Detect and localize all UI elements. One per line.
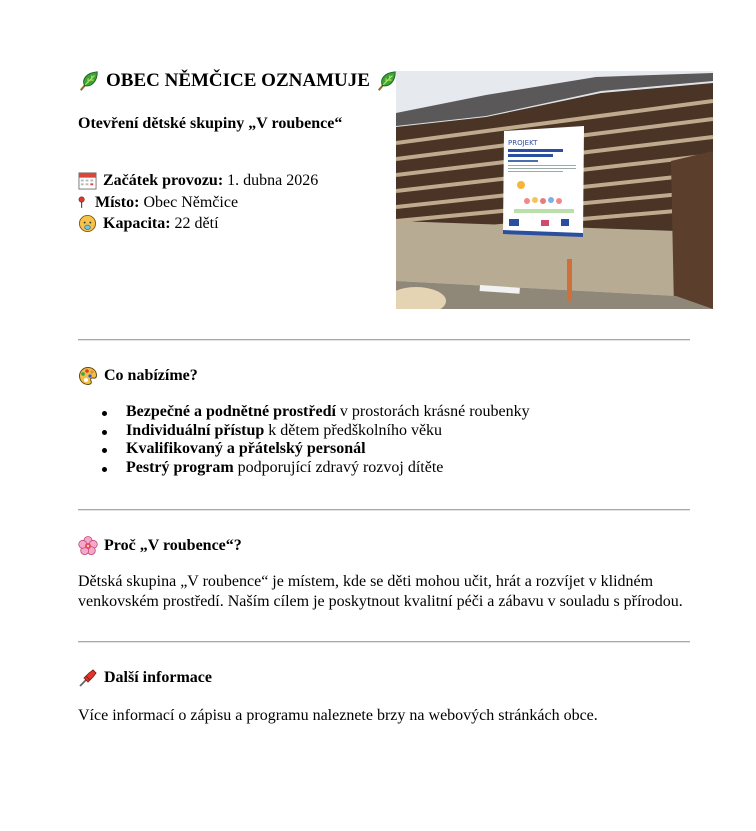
- photo-illustration: [396, 71, 713, 309]
- list-item: [126, 403, 530, 422]
- item-text: k dětem předškolního věku: [264, 421, 443, 439]
- fact-label: Kapacita:: [103, 215, 171, 232]
- section-heading-text: Další informace: [104, 669, 212, 686]
- leaf-icon: [78, 70, 100, 92]
- fact-label: Místo:: [95, 193, 140, 211]
- sign-heading: PROJEKT: [508, 139, 538, 147]
- artist-palette-icon: [78, 366, 98, 386]
- fact-value: 22 dětí: [174, 215, 219, 232]
- fact-label: Začátek provozu:: [103, 172, 224, 189]
- title-text: OBEC NĚMČICE OZNAMUJE: [106, 70, 370, 91]
- item-bold: Kvalifikovaný a přátelský personál: [126, 440, 366, 457]
- project-sign: [503, 126, 584, 237]
- fact-start-date: [78, 170, 318, 192]
- round-pushpin-icon: [78, 193, 90, 212]
- more-paragraph: Více informací o zápisu a programu naleznete brzy na webových stránkách obce.: [78, 707, 598, 724]
- divider: [78, 509, 690, 511]
- fact-location: [78, 192, 318, 214]
- item-text: podporující zdravý rozvoj dítěte: [233, 458, 444, 476]
- pushpin-icon: [78, 668, 98, 688]
- section-heading-offer: [78, 366, 198, 386]
- item-bold: Individuální přístup: [126, 421, 265, 439]
- item-bold: Bezpečné a podnětné prostředí: [126, 403, 336, 420]
- divider: [78, 641, 690, 643]
- page-title: [78, 70, 398, 92]
- cherry-blossom-icon: [78, 536, 98, 556]
- section-heading-more: [78, 668, 212, 688]
- section-heading-text: Proč „V roubence“?: [104, 537, 242, 554]
- leaf-icon: [376, 70, 398, 92]
- building-photo: [396, 71, 713, 309]
- item-bold: Pestrý program: [126, 458, 234, 476]
- list-item: [126, 422, 530, 441]
- list-item: [126, 440, 530, 459]
- section-heading-text: Co nabízíme?: [104, 367, 198, 384]
- facts-list: [78, 170, 318, 235]
- calendar-icon: [78, 171, 97, 190]
- list-item: [126, 459, 530, 478]
- fact-value: 1. dubna 2026: [227, 172, 319, 189]
- why-paragraph: Dětská skupina „V roubence“ je místem, kde se děti mohou učit, hrát a rozvíjet v klidném venkovském prostředí. Naším cílem je poskytnout kvalitní péči a zábavu v souladu s přírodou.: [78, 573, 683, 610]
- fact-capacity: [78, 213, 318, 235]
- subtitle: Otevření dětské skupiny „V roubence“: [78, 115, 343, 132]
- divider: [78, 339, 690, 341]
- offer-list: [78, 403, 530, 477]
- section-heading-why: [78, 536, 242, 556]
- item-text: v prostorách krásné roubenky: [335, 403, 530, 420]
- fact-value: Obec Němčice: [143, 193, 239, 211]
- baby-icon: [78, 214, 97, 233]
